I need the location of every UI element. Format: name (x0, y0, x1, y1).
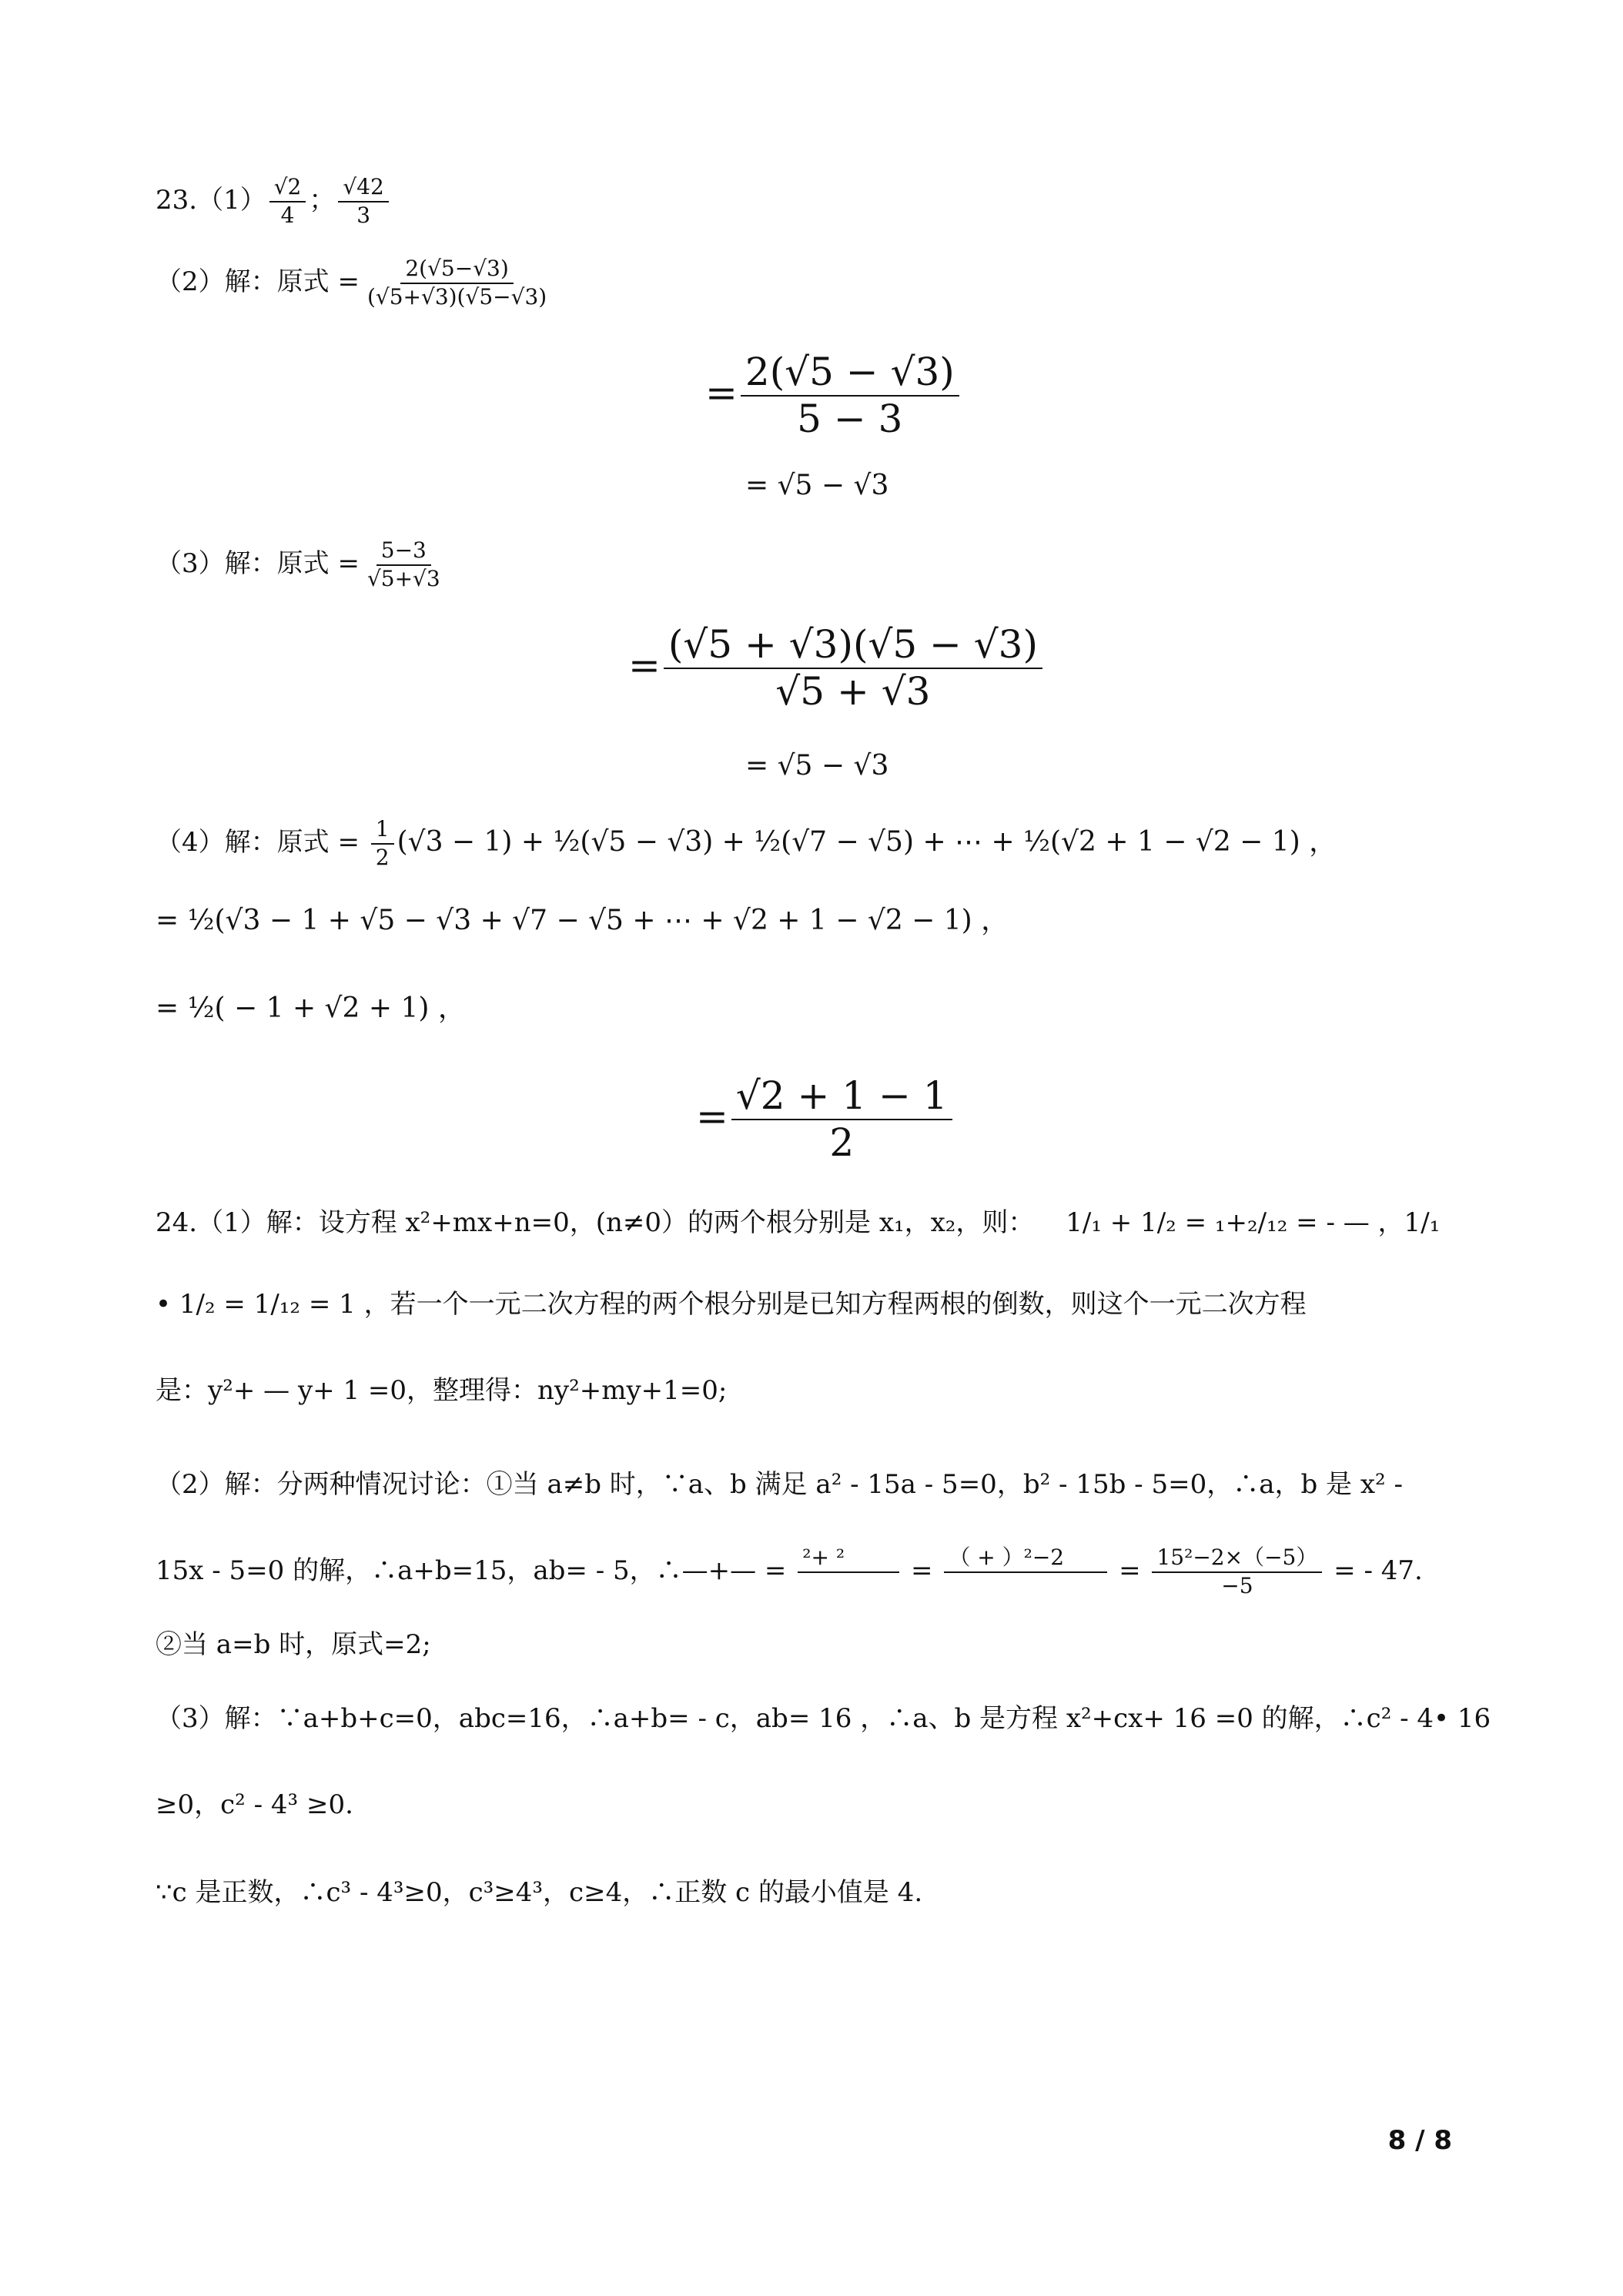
q23-part3: （3）解：原式 = $\frac{5-3}{√5+√3}$ (156, 539, 448, 591)
q23-part4-line2: = ½(√3 − 1 + √5 − √3 + √7 − √5 + ⋯ + √2 + 1 − √2 − 1) ， (156, 905, 1009, 936)
q23-p4-final: = $\frac{√2 + 1 - 1}{2}$ (696, 1075, 955, 1164)
q23-label: 23.（1） (156, 184, 266, 216)
q23-p3-step2: = √5 − √3 (745, 750, 889, 782)
q24-part3-line1: （3）解：∵a+b+c=0，abc=16，∴a+b= - c，ab= 16 ，∴a、b 是方程 x²+cx+ 16 =0 的解，∴c² - 4• 16 (156, 1703, 1491, 1734)
q23-part4-line3: = ½( − 1 + √2 + 1) ， (156, 992, 466, 1024)
q23-p3-step1: = $\frac{(√5 + √3)(√5 - √3)}{√5 + √3}$ (628, 624, 1046, 713)
q23-part1: 23.（1） $\frac{√2}{4}$ ； $\frac{√42}{3}$ (156, 176, 392, 228)
q23-part4-line1: （4）解：原式 = $\frac{1}{2}$ (√3 − 1) + ½(√5 − √3) + ½(√7 − √5) + ⋯ + ½(√2 + 1 − √2 − 1) ， (156, 816, 1337, 870)
q24-part2-line1: （2）解：分两种情况讨论：①当 a≠b 时，∵a、b 满足 a² - 15a - 5=0，b² - 15b - 5=0，∴a，b 是 x² - (156, 1469, 1403, 1500)
page-number: 8 / 8 (1387, 2125, 1452, 2156)
q24-part2-line3: ②当 a=b 时，原式=2; (156, 1629, 431, 1660)
q23-p2-frac: $\frac{2(√5-√3)}{(√5+√3)(√5-√3)}$ (366, 256, 547, 310)
q24-part1-line2: • 1/₂ = 1/₁₂ = 1 ，若一个一元二次方程的两个根分别是已知方程两根的倒数，则这个一元二次方程 (156, 1289, 1307, 1320)
q24-part2-line2: 15x - 5=0 的解，∴a+b=15，ab= - 5，∴—+— = ²+ ² = （ + ）²−2 = $\frac{\text{15²−2×（−5）}}{-5}$ = - 47. (156, 1545, 1423, 1598)
q23-p3-frac: $\frac{5-3}{√5+√3}$ (366, 537, 440, 591)
q23-frac-b: $\frac{√42}{3}$ (338, 176, 388, 228)
q23-frac-a: $\frac{√2}{4}$ (269, 176, 306, 228)
half-frac: $\frac{1}{2}$ (371, 818, 394, 870)
q24-part1-line3: 是：y²+ — y+ 1 =0，整理得：ny²+my+1=0; (156, 1375, 728, 1406)
q24-part3-line3: ∵c 是正数，∴c³ - 4³≥0，c³≥4³，c≥4，∴正数 c 的最小值是 4. (156, 1877, 923, 1908)
q23-part2: （2）解：原式 = $\frac{2(√5-√3)}{(√5+√3)(√5-√3)}$ (156, 257, 554, 310)
q24-part3-line2: ≥0，c² - 4³ ≥0. (156, 1789, 353, 1820)
q23-p2-step2: = √5 − √3 (745, 470, 889, 501)
q23-p2-step1: = $\frac{2(√5 - √3)}{5 - 3}$ (705, 351, 962, 440)
q24-part1-line1: 24.（1）解：设方程 x²+mx+n=0，(n≠0）的两个根分别是 x₁，x₂，则： 1/₁ + 1/₂ = ₁+₂/₁₂ = - — ，1/₁ (156, 1207, 1441, 1238)
